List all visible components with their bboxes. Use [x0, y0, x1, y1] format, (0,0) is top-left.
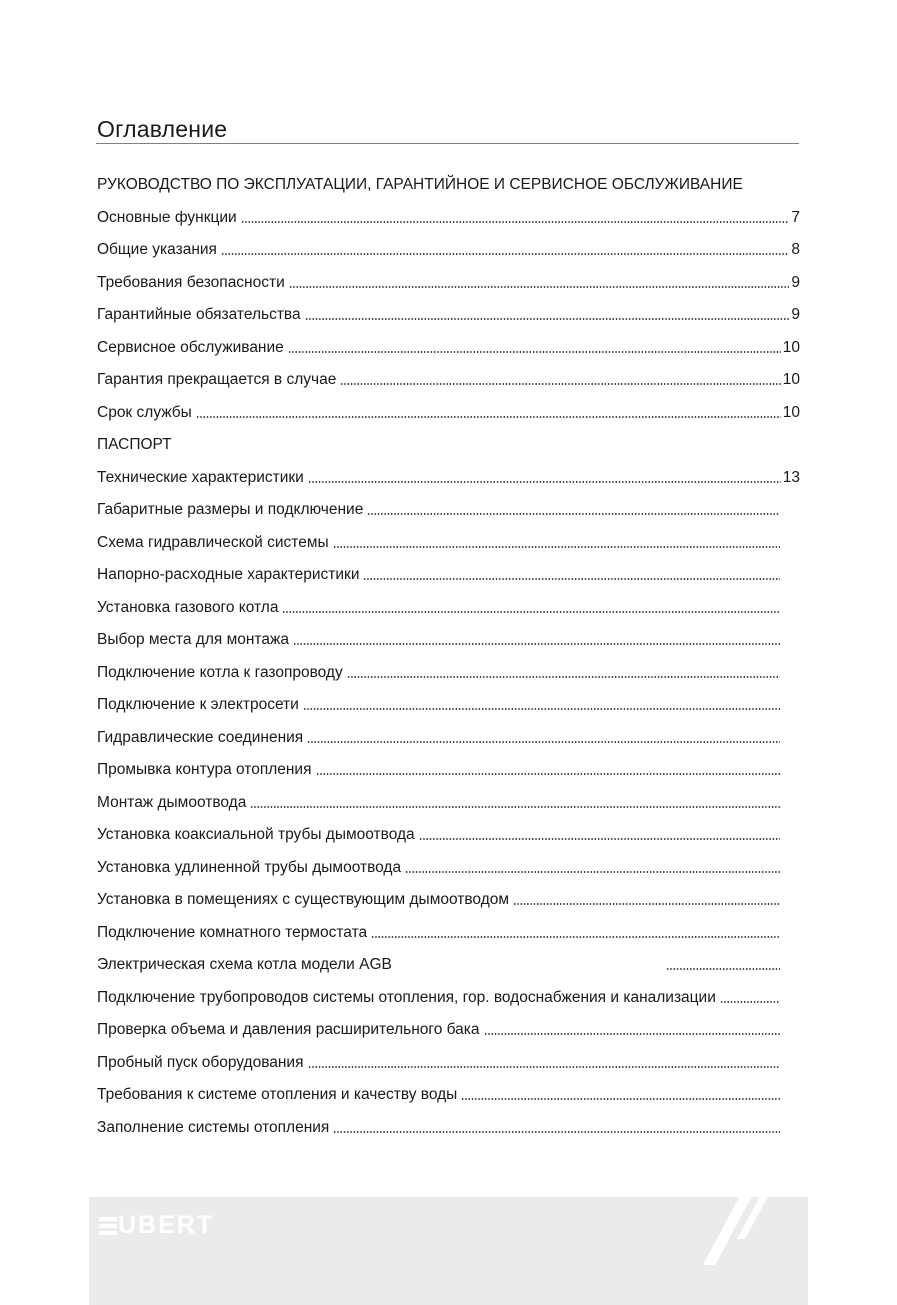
toc-dot-leader	[303, 708, 780, 710]
page-title: Оглавление	[97, 116, 228, 142]
toc-entry	[97, 1082, 800, 1104]
hubert-logo	[99, 1211, 214, 1240]
toc-entry	[97, 920, 800, 942]
toc-entry-label: Срок службы	[97, 403, 192, 421]
toc-dot-leader	[513, 903, 780, 905]
toc-page-number: 10	[782, 338, 800, 356]
decorative-stripes-icon	[697, 1179, 777, 1279]
toc-entry-label: Подключение к электросети	[97, 696, 299, 713]
toc-entry-label: Габаритные размеры и подключение	[97, 501, 364, 518]
toc-entry-label: Гарантийные обязательства	[97, 306, 301, 323]
toc-entry	[97, 660, 800, 682]
toc-entry-label: Требования к системе отопления и качеству воды	[97, 1086, 458, 1103]
toc-entry-label: Установка коаксиальной трубы дымоотвода	[97, 826, 415, 843]
toc-dot-leader	[221, 253, 789, 255]
toc-dot-leader	[333, 546, 780, 548]
toc-section-heading	[97, 432, 800, 454]
toc-entry-label: ПАСПОРТ	[97, 436, 172, 453]
toc-dot-leader	[340, 383, 780, 385]
toc-page-number: 9	[791, 306, 800, 323]
toc-entry-label: Технические характеристики	[97, 468, 304, 486]
toc-entry	[97, 367, 800, 389]
toc-entry-label: Основные функции	[97, 208, 237, 226]
toc-dot-leader	[347, 676, 780, 678]
toc-entry-label: Подключение котла к газопроводу	[97, 663, 343, 681]
toc-dot-leader	[289, 286, 790, 288]
toc-page-number: 7	[791, 208, 800, 226]
toc-entry	[97, 627, 800, 649]
toc-entry-label: Выбор места для монтажа	[97, 631, 289, 648]
toc-entry	[97, 1017, 800, 1039]
toc-dot-leader	[241, 221, 790, 223]
toc-entry-label: Подключение комнатного термостата	[97, 923, 368, 941]
toc-entry	[97, 465, 800, 487]
toc-dot-leader	[363, 578, 780, 580]
toc-page-number: 10	[782, 371, 800, 388]
toc-dot-leader	[196, 416, 781, 418]
toc-entry	[97, 1115, 800, 1137]
toc-page-number: 8	[791, 241, 800, 258]
toc-entry	[97, 855, 800, 877]
toc-entry	[97, 562, 800, 584]
toc-entry	[97, 822, 800, 844]
toc-entry-label: Требования безопасности	[97, 273, 285, 291]
toc-dot-leader	[307, 741, 780, 743]
toc-dot-leader	[293, 643, 780, 645]
toc-dot-leader	[419, 838, 780, 840]
toc-entry-label: Проверка объема и давления расширительного бака	[97, 1021, 480, 1038]
toc-entry	[97, 887, 800, 909]
toc-dot-leader	[484, 1033, 780, 1035]
toc-entry	[97, 790, 800, 812]
page-footer	[89, 1197, 808, 1305]
toc-entry	[97, 237, 800, 259]
toc-dot-leader	[666, 968, 780, 970]
toc-entry-label: Промывка контура отопления	[97, 761, 312, 778]
toc-entry-label: Установка удлиненной трубы дымоотвода	[97, 858, 402, 876]
toc-entry	[97, 1050, 800, 1072]
toc-entry-label: Гидравлические соединения	[97, 728, 304, 746]
toc-page-number: 10	[782, 403, 800, 421]
toc-entry-label: Заполнение системы отопления	[97, 1118, 330, 1136]
toc-entry-label: Напорно-расходные характеристики	[97, 566, 360, 583]
toc-page-number: 9	[791, 273, 800, 291]
toc-dot-leader	[316, 773, 781, 775]
toc-dot-leader	[461, 1098, 780, 1100]
toc-entry	[97, 530, 800, 552]
toc-dot-leader	[288, 351, 781, 353]
toc-dot-leader	[371, 936, 780, 938]
toc-entry	[97, 595, 800, 617]
toc-entry	[97, 335, 800, 357]
toc-dot-leader	[282, 611, 780, 613]
toc-dot-leader	[720, 1001, 780, 1003]
toc-entry-label: Установка в помещениях с существующим дымоотводом	[97, 891, 510, 908]
title-divider	[96, 143, 799, 144]
toc-entry-label: Схема гидравлической системы	[97, 533, 329, 551]
toc-entry	[97, 757, 800, 779]
toc-dot-leader	[367, 513, 780, 515]
toc-entry-label: Электрическая схема котла модели AGB	[97, 956, 392, 973]
toc-entry-label: Подключение трубопроводов системы отопления, гор. водоснабжения и канализации	[97, 988, 716, 1006]
toc-dot-leader	[405, 871, 780, 873]
toc-entry-label: Гарантия прекращается в случае	[97, 371, 337, 388]
toc-dot-leader	[308, 1066, 781, 1068]
toc-section-heading	[97, 172, 800, 194]
toc-entry-label: Установка газового котла	[97, 598, 279, 616]
toc-page-number: 13	[782, 468, 800, 486]
logo-text: UBERT	[118, 1211, 215, 1239]
toc-entry	[97, 400, 800, 422]
toc-entry	[97, 302, 800, 324]
toc-entry-label: Пробный пуск оборудования	[97, 1053, 304, 1071]
toc-entry	[97, 952, 800, 974]
toc-dot-leader	[308, 481, 781, 483]
toc-dot-leader	[305, 318, 790, 320]
toc-entry	[97, 725, 800, 747]
toc-entry-label: Общие указания	[97, 241, 217, 258]
toc-entry	[97, 692, 800, 714]
toc-entry	[97, 205, 800, 227]
toc-entry-label: РУКОВОДСТВО ПО ЭКСПЛУАТАЦИИ, ГАРАНТИЙНОЕ И СЕРВИСНОЕ ОБСЛУЖИВАНИЕ	[97, 176, 743, 193]
toc-entry	[97, 985, 800, 1007]
toc-dot-leader	[250, 806, 780, 808]
toc-entry	[97, 497, 800, 519]
toc-entry-label: Сервисное обслуживание	[97, 338, 284, 356]
toc-dot-leader	[333, 1131, 780, 1133]
toc-entry-label: Монтаж дымоотвода	[97, 793, 247, 811]
hubert-h-logo-mark-icon	[99, 1217, 117, 1235]
toc-entry	[97, 270, 800, 292]
